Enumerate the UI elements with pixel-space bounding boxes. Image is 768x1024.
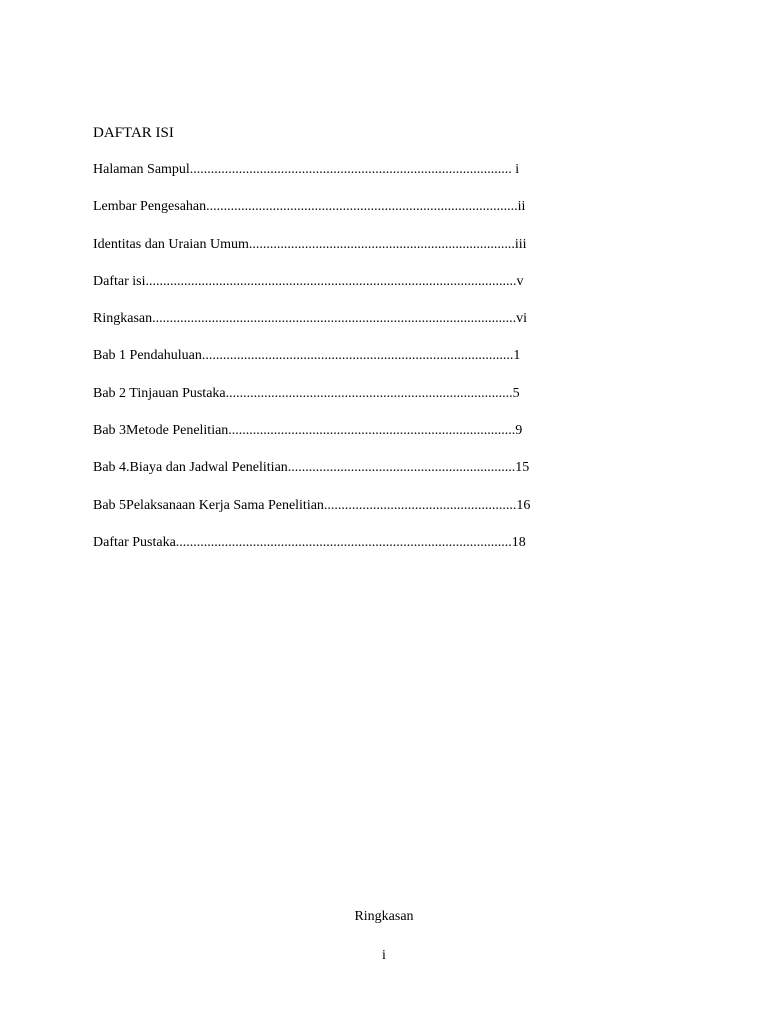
page-number: i xyxy=(382,948,386,963)
toc-list xyxy=(93,161,593,571)
toc-entry-bab-5: Bab 5Pelaksanaan Kerja Sama Penelitian.......................................................16 xyxy=(93,497,531,513)
toc-entry-bab-2: Bab 2 Tinjauan Pustaka..................................................................................5 xyxy=(93,385,520,401)
toc-entry-daftar-isi: Daftar isi..........................................................................................................v xyxy=(93,273,524,289)
section-heading-ringkasan: Ringkasan xyxy=(354,909,414,924)
toc-entry-identitas: Identitas dan Uraian Umum............................................................................iii xyxy=(93,236,527,252)
toc-entry-bab-3: Bab 3Metode Penelitian..................................................................................9 xyxy=(93,423,523,439)
toc-title: DAFTAR ISI xyxy=(93,125,174,141)
toc-entry-halaman-sampul: Halaman Sampul............................................................................................ i xyxy=(93,162,520,177)
toc-entry-ringkasan: Ringkasan........................................................................................................vi xyxy=(93,311,527,327)
toc-entry-bab-1: Bab 1 Pendahuluan.........................................................................................1 xyxy=(93,348,521,364)
toc-entry-daftar-pustaka: Daftar Pustaka................................................................................................18 xyxy=(93,534,526,550)
toc-entry-lembar-pengesahan: Lembar Pengesahan.........................................................................................ii xyxy=(93,199,526,215)
toc-entry-bab-4: Bab 4.Biaya dan Jadwal Penelitian.................................................................15 xyxy=(93,460,530,476)
